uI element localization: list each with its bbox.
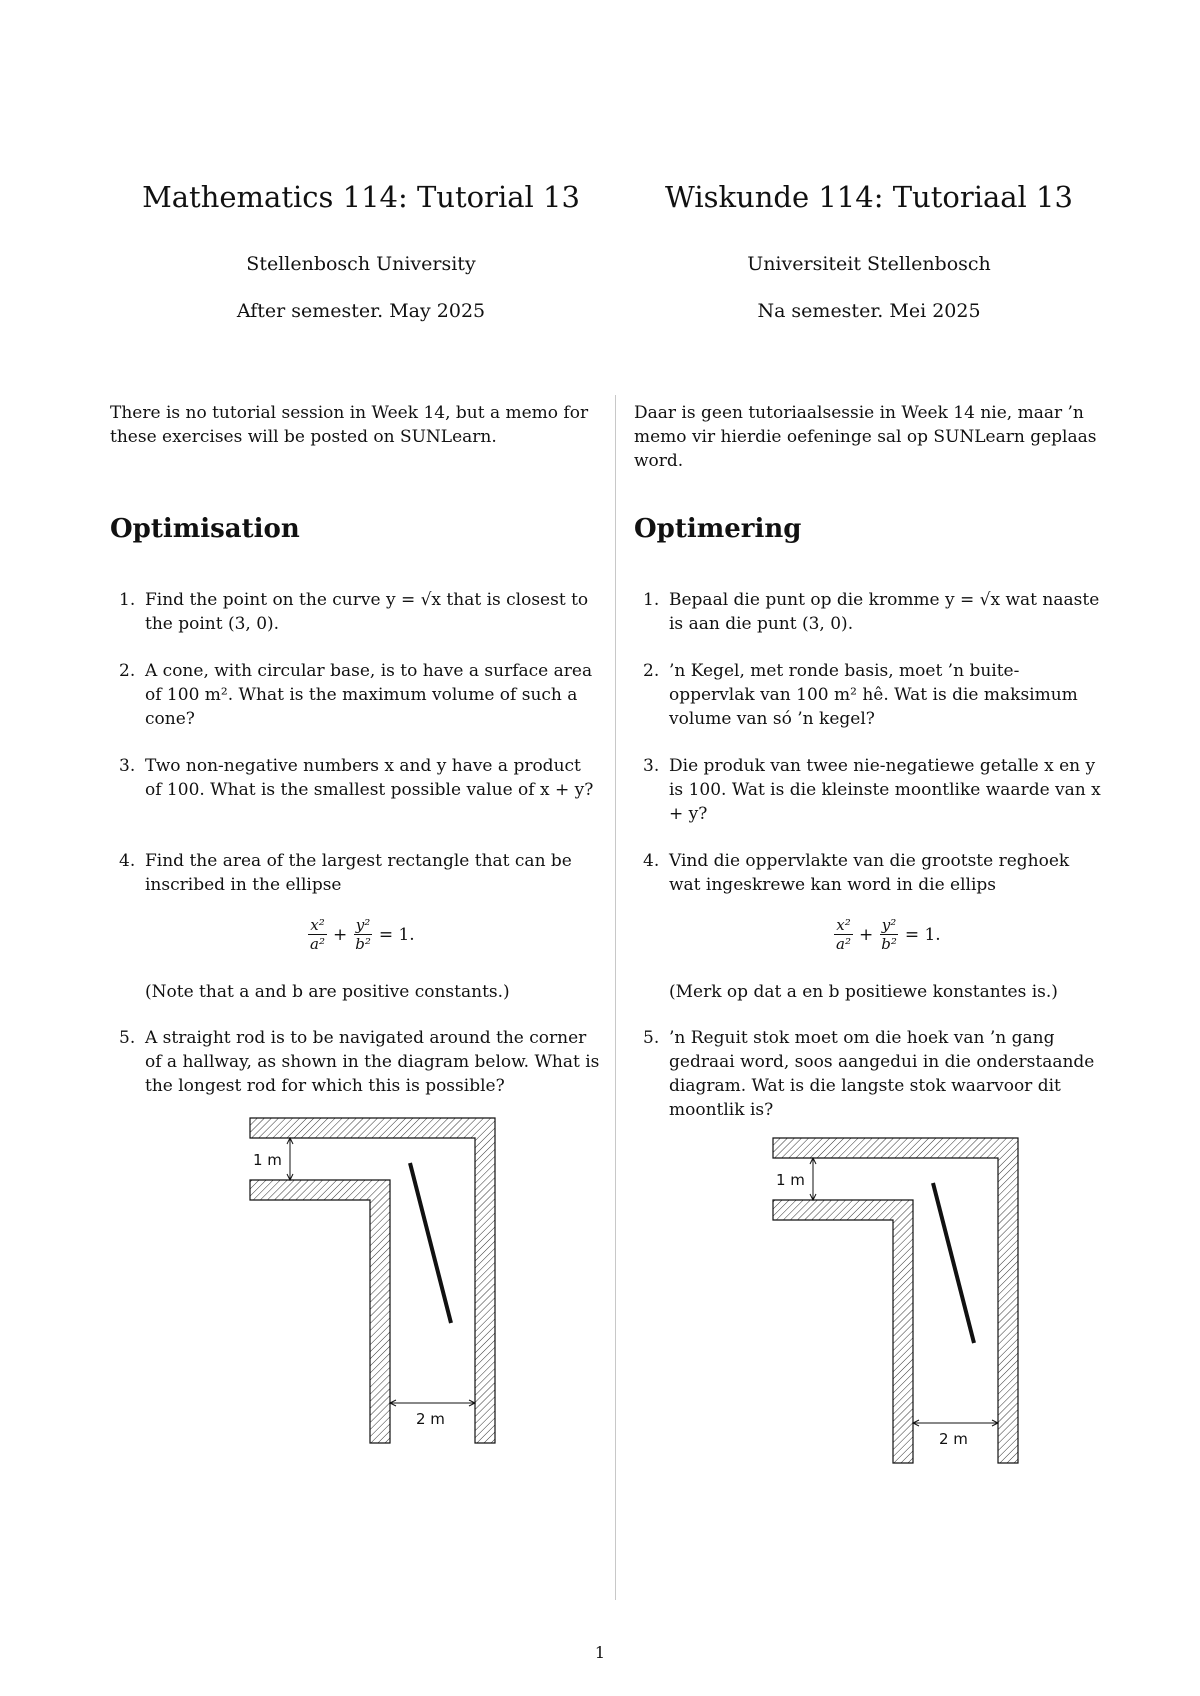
question-text: Vind die oppervlakte van die grootste reghoek wat ingeskrewe kan word in die ellips bbox=[669, 851, 1070, 895]
section-heading: Optimering bbox=[634, 514, 802, 544]
ellipse-equation: $\frac{\text{x²}}{\text{a²}}$ + $\frac{\text{y²}}{\text{b²}}$ = 1. bbox=[310, 916, 415, 953]
hallway-diagram bbox=[773, 1138, 1018, 1468]
question-number: 4. bbox=[119, 851, 136, 871]
question-text: Bepaal die punt op die kromme y = √x wat naaste is aan die punt (3, 0). bbox=[669, 590, 1100, 634]
university-name: Universiteit Stellenbosch bbox=[747, 253, 991, 275]
dimension-label-2m: 2 m bbox=[939, 1430, 968, 1448]
intro-text: Daar is geen tutoriaalsessie in Week 14 nie, maar ’n memo vir hierdie oefeninge sal op SUNLearn geplaas word. bbox=[634, 403, 1097, 471]
question-1 bbox=[643, 588, 1104, 636]
question-number: 4. bbox=[643, 851, 660, 871]
inner-wall bbox=[250, 1180, 390, 1443]
question-4 bbox=[119, 849, 602, 897]
dimension-label-1m: 1 m bbox=[253, 1151, 282, 1169]
ellipse-equation: $\frac{\text{x²}}{\text{a²}}$ + $\frac{\text{y²}}{\text{b²}}$ = 1. bbox=[836, 916, 941, 953]
fraction-y: $\frac{\text{y²}}{\text{b²}}$ bbox=[355, 916, 371, 953]
column-divider bbox=[615, 395, 616, 1600]
question-number: 3. bbox=[643, 756, 660, 776]
question-number: 2. bbox=[643, 661, 660, 681]
section-heading: Optimisation bbox=[110, 514, 300, 544]
question-number: 5. bbox=[119, 1028, 136, 1048]
question-5 bbox=[643, 1026, 1104, 1122]
date-line: Na semester. Mei 2025 bbox=[757, 300, 981, 322]
intro-text: There is no tutorial session in Week 14, but a memo for these exercises will be posted on SUNLearn. bbox=[110, 403, 589, 447]
question-3 bbox=[643, 754, 1104, 826]
note-text: (Merk op dat a en b positiewe konstantes is.) bbox=[669, 982, 1058, 1002]
question-number: 1. bbox=[643, 590, 660, 610]
inner-wall bbox=[773, 1200, 913, 1463]
date-line: After semester. May 2025 bbox=[236, 300, 486, 322]
question-1 bbox=[119, 588, 602, 636]
question-text: ’n Reguit stok moet om die hoek van ’n gang gedraai word, soos aangedui in die onderstaande diagram. Wat is die langste stok waarvoor dit moontlik is? bbox=[669, 1028, 1095, 1120]
dimension-label-2m: 2 m bbox=[416, 1410, 445, 1428]
page-title: Wiskunde 114: Tutoriaal 13 bbox=[665, 180, 1073, 214]
note-text: (Note that a and b are positive constants.) bbox=[145, 982, 510, 1002]
fraction-x: $\frac{\text{x²}}{\text{a²}}$ bbox=[310, 916, 325, 953]
page-title: Mathematics 114: Tutorial 13 bbox=[142, 180, 580, 214]
question-number: 1. bbox=[119, 590, 136, 610]
question-text: A cone, with circular base, is to have a surface area of 100 m². What is the maximum volume of such a cone? bbox=[145, 661, 593, 729]
question-text: Find the area of the largest rectangle that can be inscribed in the ellipse bbox=[145, 851, 572, 895]
fraction-x: $\frac{\text{x²}}{\text{a²}}$ bbox=[836, 916, 851, 953]
rod bbox=[410, 1163, 451, 1323]
question-number: 3. bbox=[119, 756, 136, 776]
question-5 bbox=[119, 1026, 602, 1098]
question-2 bbox=[119, 659, 602, 731]
hallway-diagram bbox=[250, 1118, 495, 1448]
question-number: 2. bbox=[119, 661, 136, 681]
page-number: 1 bbox=[594, 1643, 606, 1662]
question-text: ’n Kegel, met ronde basis, moet ’n buite-oppervlak van 100 m² hê. Wat is die maksimum volume van só ’n kegel? bbox=[669, 661, 1078, 729]
rod bbox=[933, 1183, 974, 1343]
question-4 bbox=[643, 849, 1104, 897]
question-text: Die produk van twee nie-negatiewe getalle x en y is 100. Wat is die kleinste moontlike waarde van x + y? bbox=[669, 756, 1101, 824]
question-number: 5. bbox=[643, 1028, 660, 1048]
university-name: Stellenbosch University bbox=[246, 253, 476, 275]
fraction-y: $\frac{\text{y²}}{\text{b²}}$ bbox=[881, 916, 897, 953]
question-3 bbox=[119, 754, 602, 802]
question-text: Find the point on the curve y = √x that is closest to the point (3, 0). bbox=[145, 590, 589, 634]
question-text: Two non-negative numbers x and y have a product of 100. What is the smallest possible value of x + y? bbox=[145, 756, 594, 800]
question-2 bbox=[643, 659, 1104, 731]
dimension-label-1m: 1 m bbox=[776, 1171, 805, 1189]
question-text: A straight rod is to be navigated around the corner of a hallway, as shown in the diagram below. What is the longest rod for which this is possible? bbox=[145, 1028, 600, 1096]
